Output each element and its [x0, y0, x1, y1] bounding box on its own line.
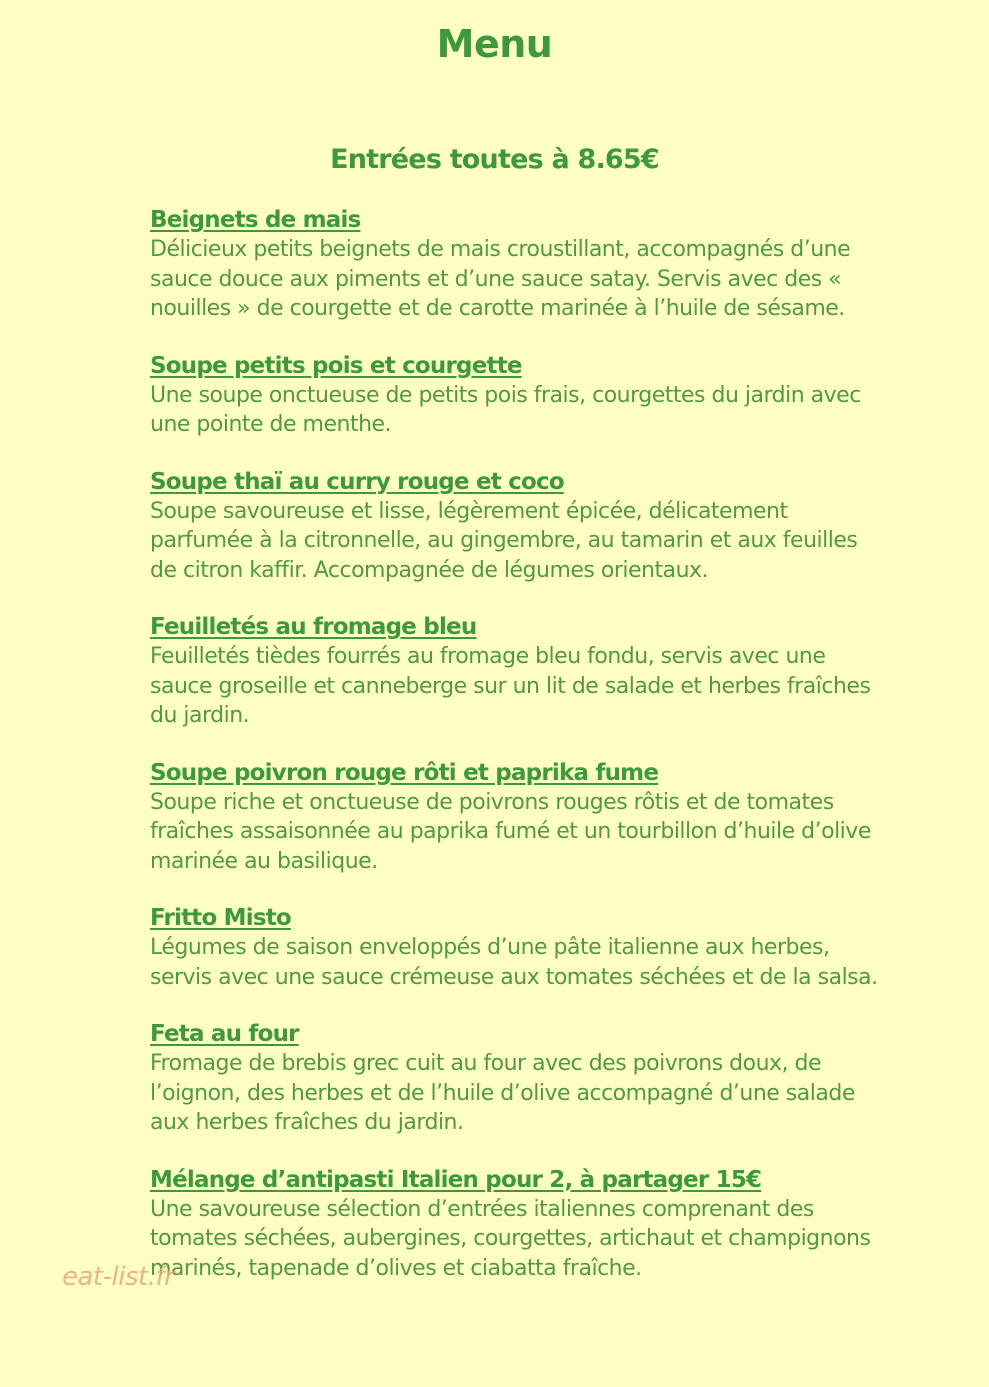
- menu-item-name[interactable]: Feta au four: [150, 1021, 299, 1047]
- menu-item-soupe-thai: [150, 468, 950, 586]
- menu-item-description: Soupe savoureuse et lisse, légèrement épicée, délicatement parfumée à la citronnelle, au gingembre, au tamarin et aux feuilles de citron kaffir. Accompagnée de légumes orientaux.: [150, 498, 858, 583]
- watermark: eat-list.fr: [62, 1262, 175, 1292]
- menu-item-name[interactable]: Mélange d’antipasti Italien pour 2, à partager 15€: [150, 1166, 762, 1193]
- menu-item-name[interactable]: Soupe poivron rouge rôti et paprika fume: [150, 759, 659, 786]
- menu-item-name[interactable]: Fritto Misto: [150, 905, 291, 931]
- menu-item-feta: [150, 1020, 950, 1138]
- menu-item-description: Fromage de brebis grec cuit au four avec des poivrons doux, de l’oignon, des herbes et de l’huile d’olive accompagné d’une salade aux herbes fraîches du jardin.: [150, 1051, 855, 1135]
- menu-item-soupe-petits-pois: [150, 352, 950, 440]
- menu-item-name[interactable]: Feuilletés au fromage bleu: [150, 614, 477, 640]
- menu-item-name[interactable]: Beignets de mais: [150, 207, 361, 233]
- menu-item-beignets: [150, 206, 950, 324]
- menu-item-description: Une savoureuse sélection d’entrées italiennes comprenant des tomates séchées, aubergines, courgettes, artichaut et champignons marinés, tapenade d’olives et ciabatta fraîche.: [150, 1196, 871, 1281]
- menu-item-description: Légumes de saison enveloppés d’une pâte italienne aux herbes, servis avec une sauce crémeuse aux tomates séchées et de la salsa.: [150, 935, 878, 990]
- menu-item-soupe-poivron: [150, 759, 950, 877]
- menu-item-description: Délicieux petits beignets de mais croustillant, accompagnés d’une sauce douce aux piments et d’une sauce satay. Servis avec des « nouilles » de courgette et de carotte marinée à l’huile de sésame.: [150, 237, 851, 321]
- menu-item-description: Feuilletés tièdes fourrés au fromage bleu fondu, servis avec une sauce groseille et canneberge sur un lit de salade et herbes fraîches du jardin.: [150, 644, 871, 728]
- page-title: Menu: [436, 22, 553, 66]
- menu-item-name[interactable]: Soupe thaï au curry rouge et coco: [150, 468, 564, 495]
- menu-item-description: Soupe riche et onctueuse de poivrons rouges rôtis et de tomates fraîches assaisonnée au paprika fumé et un tourbillon d’huile d’olive marinée au basilique.: [150, 789, 871, 874]
- menu-item-name[interactable]: Soupe petits pois et courgette: [150, 352, 522, 379]
- menu-item-description: Une soupe onctueuse de petits pois frais, courgettes du jardin avec une pointe de menthe.: [150, 382, 861, 437]
- menu-list: [150, 206, 950, 1311]
- menu-item-antipasti: [150, 1166, 950, 1284]
- menu-item-fritto-misto: [150, 904, 950, 992]
- section-title: Entrées toutes à 8.65€: [330, 144, 659, 175]
- menu-item-feuilletes: [150, 613, 950, 731]
